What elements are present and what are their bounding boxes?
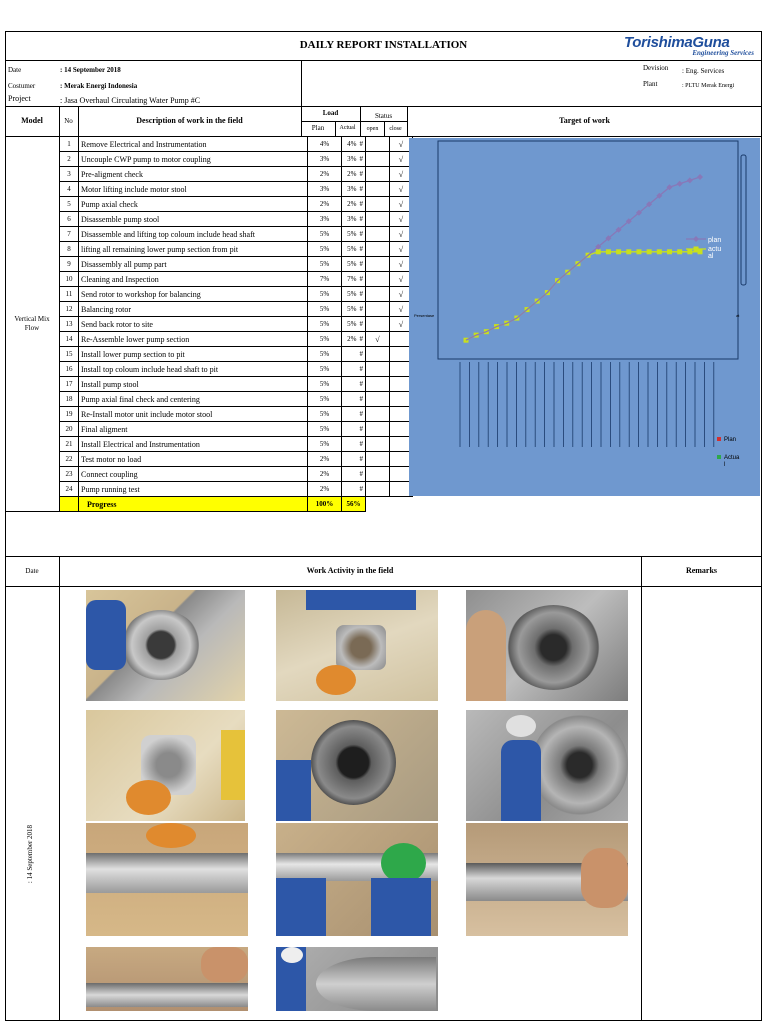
data-point [596, 249, 601, 254]
table-row [60, 302, 413, 317]
task-actual: 2% # [342, 332, 366, 347]
task-actual [342, 407, 366, 422]
project-label: Project [8, 94, 31, 103]
task-actual [342, 362, 366, 377]
legend-marker-actual [694, 247, 699, 252]
task-description: Connect coupling [79, 467, 308, 482]
task-actual: 7% # [342, 272, 366, 287]
table-row [60, 137, 413, 152]
task-no: 22 [60, 452, 79, 467]
divider [59, 556, 60, 1021]
legend2-swatch-actual [717, 455, 721, 459]
task-status-open [366, 242, 390, 257]
task-actual [342, 467, 366, 482]
task-hash: # [359, 305, 363, 313]
photo-flange-bolts [276, 710, 438, 821]
task-description: Install lower pump section to pit [79, 347, 308, 362]
logo-subtext: Engineering Services [692, 49, 754, 57]
task-status-open [366, 317, 390, 332]
task-actual [342, 347, 366, 362]
plant-value: : PLTU Merak Energi [682, 83, 735, 89]
close-header: close [389, 126, 402, 132]
task-description: Balancing rotor [79, 302, 308, 317]
divider [301, 121, 407, 122]
task-table [59, 136, 413, 512]
task-actual: 2% # [342, 167, 366, 182]
task-status-open [366, 287, 390, 302]
task-actual: 5% # [342, 302, 366, 317]
legend2-label-actual: l [724, 462, 726, 468]
task-status-open [366, 182, 390, 197]
task-actual [342, 422, 366, 437]
progress-no-cell [60, 497, 79, 512]
task-no: 4 [60, 182, 79, 197]
plant-label: Plant [643, 80, 658, 88]
photo-measuring-bore [86, 710, 245, 821]
task-actual: 5% # [342, 227, 366, 242]
task-description: Pump running test [79, 482, 308, 497]
legend-label-actual: actu [708, 246, 722, 253]
divider [78, 106, 79, 136]
task-plan: 5% [308, 392, 342, 407]
photo-shaft-workers [276, 823, 438, 936]
table-row [60, 152, 413, 167]
photo-shaft-2 [466, 823, 628, 936]
task-actual: 3% # [342, 182, 366, 197]
task-plan: 5% [308, 347, 342, 362]
task-plan: 5% [308, 257, 342, 272]
date-label: Date [8, 66, 22, 74]
task-hash: # [359, 380, 363, 388]
table-row [60, 422, 413, 437]
task-hash: # [359, 275, 363, 283]
task-status-close: √ [390, 257, 413, 272]
task-status-close: √ [390, 317, 413, 332]
divider [5, 511, 360, 512]
task-no: 16 [60, 362, 79, 377]
photo-shaft-3 [86, 947, 248, 1011]
model-value: Vertical Mix Flow [14, 315, 50, 332]
task-status-close: √ [390, 137, 413, 152]
task-description: Final aligment [79, 422, 308, 437]
legend-label-plan: plan [708, 237, 722, 244]
task-status-open [366, 437, 390, 452]
data-point [687, 249, 692, 254]
model-header: Model [21, 116, 43, 125]
task-status-close: √ [390, 152, 413, 167]
work-activity-header: Work Activity in the field [306, 566, 394, 575]
photo-rotor-assembly [276, 947, 438, 1011]
task-plan: 2% [308, 167, 342, 182]
table-row [60, 362, 413, 377]
task-no: 8 [60, 242, 79, 257]
plot-area [438, 141, 738, 359]
progress-label: Progress [79, 497, 308, 512]
data-point [606, 249, 611, 254]
task-status-open [366, 392, 390, 407]
task-status-close: √ [390, 182, 413, 197]
table-row [60, 167, 413, 182]
date-value: : 14 September 2018 [60, 66, 121, 74]
target-header: Target of work [559, 116, 610, 125]
table-row [60, 437, 413, 452]
task-hash: # [359, 215, 363, 223]
task-status-open [366, 407, 390, 422]
table-row [60, 377, 413, 392]
task-description: Pump axial final check and centering [79, 392, 308, 407]
task-actual: 3% # [342, 152, 366, 167]
photo-pump-casing [86, 590, 245, 701]
table-row [60, 257, 413, 272]
task-status-open [366, 137, 390, 152]
task-plan: 5% [308, 377, 342, 392]
task-plan: 5% [308, 302, 342, 317]
task-actual: 5% # [342, 257, 366, 272]
divider [5, 60, 762, 61]
divider [407, 106, 408, 136]
task-plan: 5% [308, 437, 342, 452]
task-plan: 5% [308, 407, 342, 422]
task-no: 1 [60, 137, 79, 152]
task-status-open [366, 272, 390, 287]
task-no: 18 [60, 392, 79, 407]
task-no: 3 [60, 167, 79, 182]
task-plan: 5% [308, 332, 342, 347]
task-hash: # [359, 440, 363, 448]
task-plan: 3% [308, 212, 342, 227]
divider [384, 121, 385, 136]
task-plan: 7% [308, 272, 342, 287]
table-row [60, 467, 413, 482]
task-hash: # [359, 335, 363, 343]
legend2-label-actual: Actua [724, 455, 740, 461]
task-status-open: √ [366, 332, 390, 347]
data-point [647, 249, 652, 254]
customer-value: : Merak Energi Indonesia [60, 82, 138, 90]
task-hash: # [359, 170, 363, 178]
activity-date-header: Date [25, 567, 39, 575]
task-hash: # [359, 245, 363, 253]
task-description: Remove Electrical and Instrumentation [79, 137, 308, 152]
progress-actual: 56% [342, 497, 366, 512]
task-actual [342, 377, 366, 392]
task-plan: 3% [308, 182, 342, 197]
task-no: 14 [60, 332, 79, 347]
task-status-open [366, 152, 390, 167]
task-no: 9 [60, 257, 79, 272]
legend-label-actual: al [708, 253, 714, 260]
task-no: 17 [60, 377, 79, 392]
data-point [626, 249, 631, 254]
task-hash: # [359, 155, 363, 163]
task-status-close: √ [390, 212, 413, 227]
remarks-header: Remarks [685, 566, 718, 575]
task-description: Install top coloum include head shaft to pit [79, 362, 308, 377]
task-status-close: √ [390, 242, 413, 257]
task-status-close: √ [390, 197, 413, 212]
task-description: Install Electrical and Instrumentation [79, 437, 308, 452]
project-value: : Jasa Overhaul Circulating Water Pump #C [60, 96, 201, 105]
task-hash: # [359, 485, 363, 493]
chart-right-label: at [736, 313, 740, 318]
task-status-open [366, 257, 390, 272]
photo-impeller-housing [466, 590, 628, 701]
task-status-open [366, 212, 390, 227]
task-description: Re-Assemble lower pump section [79, 332, 308, 347]
task-description: Pre-aligment check [79, 167, 308, 182]
data-point [667, 249, 672, 254]
plan-header: Plan [311, 124, 325, 132]
progress-plan: 100% [308, 497, 342, 512]
progress-row [60, 497, 413, 512]
divider [335, 121, 336, 136]
task-plan: 5% [308, 317, 342, 332]
task-no: 12 [60, 302, 79, 317]
task-hash: # [359, 185, 363, 193]
task-description: lifting all remaining lower pump section from pit [79, 242, 308, 257]
task-hash: # [359, 395, 363, 403]
task-description: Install pump stool [79, 377, 308, 392]
divider [5, 586, 762, 587]
task-description: Send back rotor to site [79, 317, 308, 332]
task-status-open [366, 482, 390, 497]
task-description: Disassembly all pump part [79, 257, 308, 272]
table-row [60, 272, 413, 287]
task-actual: 2% # [342, 197, 366, 212]
task-hash: # [359, 455, 363, 463]
task-status-close: √ [390, 302, 413, 317]
task-plan: 3% [308, 152, 342, 167]
task-status-open [366, 167, 390, 182]
task-hash: # [359, 320, 363, 328]
task-status-open [366, 227, 390, 242]
task-no: 11 [60, 287, 79, 302]
divider [5, 556, 762, 557]
task-no: 6 [60, 212, 79, 227]
task-no: 23 [60, 467, 79, 482]
task-description: Disassemble pump stool [79, 212, 308, 227]
task-description: Cleaning and Inspection [79, 272, 308, 287]
task-status-open [366, 347, 390, 362]
task-plan: 4% [308, 137, 342, 152]
task-no: 5 [60, 197, 79, 212]
task-hash: # [359, 200, 363, 208]
task-hash: # [359, 290, 363, 298]
divider [641, 556, 642, 1021]
task-hash: # [359, 425, 363, 433]
task-hash: # [359, 140, 363, 148]
task-actual: 5% # [342, 287, 366, 302]
task-plan: 5% [308, 287, 342, 302]
task-no: 20 [60, 422, 79, 437]
divider [5, 106, 762, 107]
task-no: 19 [60, 407, 79, 422]
task-no: 24 [60, 482, 79, 497]
chart-svg [408, 137, 761, 510]
task-status-open [366, 377, 390, 392]
task-no: 15 [60, 347, 79, 362]
photo-shaft-1 [86, 823, 248, 936]
task-status-open [366, 422, 390, 437]
task-status-close: √ [390, 272, 413, 287]
task-no: 21 [60, 437, 79, 452]
task-plan: 5% [308, 227, 342, 242]
task-plan: 2% [308, 467, 342, 482]
data-point [636, 249, 641, 254]
task-actual: 3% # [342, 212, 366, 227]
task-no: 13 [60, 317, 79, 332]
task-status-open [366, 452, 390, 467]
page-title: DAILY REPORT INSTALLATION [299, 39, 468, 51]
task-actual: 5% # [342, 317, 366, 332]
division-value: : Eng. Services [682, 67, 725, 75]
division-label: Devision [643, 64, 669, 72]
data-point [616, 249, 621, 254]
data-point [657, 249, 662, 254]
data-point [464, 338, 469, 343]
task-actual [342, 452, 366, 467]
task-description: Motor lifting include motor stool [79, 182, 308, 197]
table-row [60, 407, 413, 422]
table-row [60, 197, 413, 212]
table-row [60, 317, 413, 332]
no-header: No [64, 117, 73, 125]
divider [301, 60, 302, 106]
table-row [60, 347, 413, 362]
task-description: Disassemble and lifting top coloum include head shaft [79, 227, 308, 242]
task-description: Uncouple CWP pump to motor coupling [79, 152, 308, 167]
target-chart [408, 137, 761, 510]
task-status-open [366, 302, 390, 317]
task-no: 10 [60, 272, 79, 287]
company-logo [624, 34, 760, 57]
task-plan: 5% [308, 422, 342, 437]
task-actual [342, 437, 366, 452]
legend2-swatch-plan [717, 437, 721, 441]
data-point [677, 249, 682, 254]
task-hash: # [359, 470, 363, 478]
table-row [60, 212, 413, 227]
description-header: Description of work in the field [136, 116, 243, 125]
activity-date-value: : 14 September 2018 [26, 824, 34, 884]
table-row [60, 452, 413, 467]
task-description: Re-Install motor unit include motor stool [79, 407, 308, 422]
task-actual: 5% # [342, 242, 366, 257]
table-row [60, 242, 413, 257]
actual-header: Actual [339, 125, 356, 131]
customer-label: Costumer [8, 82, 36, 90]
task-status-close: √ [390, 287, 413, 302]
task-hash: # [359, 350, 363, 358]
table-row [60, 182, 413, 197]
open-header: open [366, 126, 379, 132]
legend2-label-plan: Plan [724, 437, 737, 443]
task-actual [342, 392, 366, 407]
task-status-open [366, 467, 390, 482]
task-plan: 2% [308, 197, 342, 212]
task-actual: 4% # [342, 137, 366, 152]
task-status-close: √ [390, 167, 413, 182]
task-description: Test motor no load [79, 452, 308, 467]
table-row [60, 332, 413, 347]
task-status-open [366, 197, 390, 212]
table-row [60, 392, 413, 407]
chart-left-label: Persentase [414, 313, 435, 318]
task-hash: # [359, 365, 363, 373]
task-status-close: √ [390, 227, 413, 242]
task-description: Send rotor to workshop for balancing [79, 287, 308, 302]
task-plan: 5% [308, 242, 342, 257]
task-actual [342, 482, 366, 497]
task-plan: 2% [308, 482, 342, 497]
status-header: Status [374, 112, 393, 120]
task-hash: # [359, 260, 363, 268]
task-description: Pump axial check [79, 197, 308, 212]
table-row [60, 482, 413, 497]
photo-bearing-inspection [276, 590, 438, 701]
task-hash: # [359, 410, 363, 418]
table-row [60, 227, 413, 242]
task-no: 7 [60, 227, 79, 242]
task-plan: 5% [308, 362, 342, 377]
load-header: Load [322, 109, 339, 117]
task-no: 2 [60, 152, 79, 167]
task-status-open [366, 362, 390, 377]
photo-worker-casing [466, 710, 628, 821]
logo-text: TorishimaGuna [624, 34, 730, 51]
task-hash: # [359, 230, 363, 238]
table-row [60, 287, 413, 302]
task-plan: 2% [308, 452, 342, 467]
